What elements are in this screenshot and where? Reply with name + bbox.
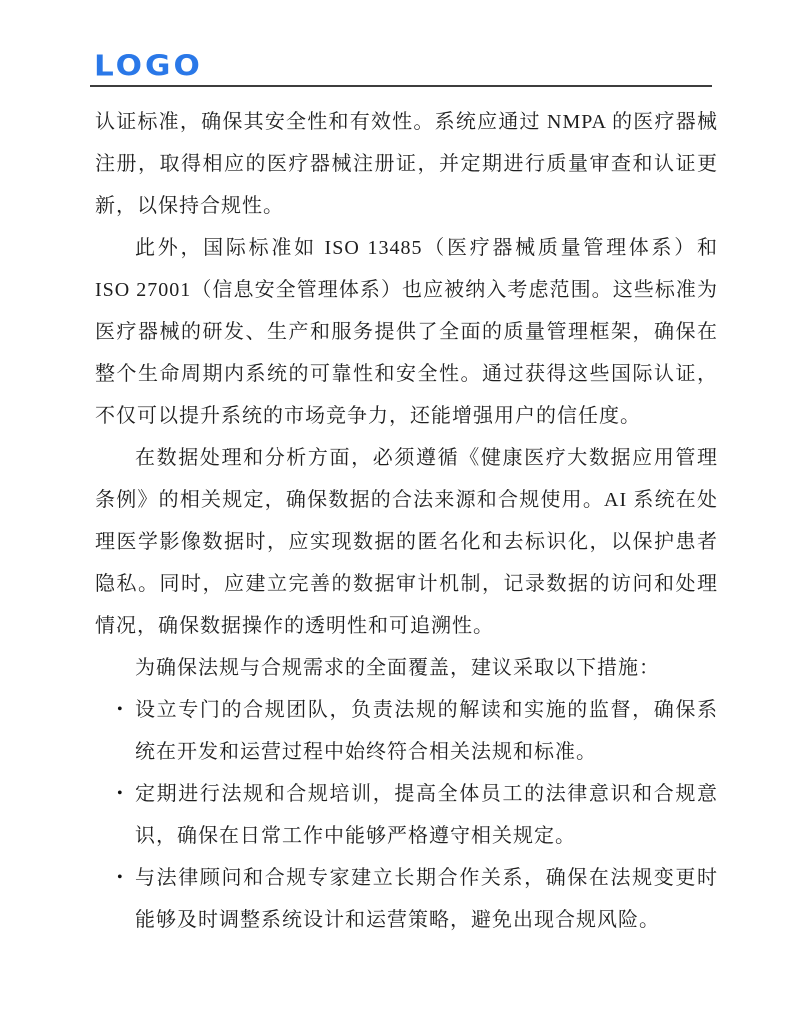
paragraph-data-processing: 在数据处理和分析方面，必须遵循《健康医疗大数据应用管理条例》的相关规定，确保数据的合法来源和合规使用。AI 系统在处理医学影像数据时，应实现数据的匿名化和去标识化，以保护患者隐私。同时，应建立完善的数据审计机制，记录数据的访问和处理情况，确保数据操作的透明性和可追溯性。 <box>95 447 718 637</box>
bullet-dot-icon: • <box>117 869 124 886</box>
bullet-item-training <box>95 773 718 857</box>
company-logo: LOGO <box>94 49 203 83</box>
bullet-dot-icon: • <box>117 701 124 718</box>
document-body <box>95 101 718 941</box>
page-header <box>90 48 712 87</box>
paragraph-measures-intro: 为确保法规与合规需求的全面覆盖，建议采取以下措施： <box>135 657 660 679</box>
bullet-item-compliance-team <box>95 689 718 773</box>
header-divider <box>90 85 712 87</box>
bullet-item-text: 与法律顾问和合规专家建立长期合作关系，确保在法规变更时能够及时调整系统设计和运营策略，避免出现合规风险。 <box>135 867 718 931</box>
bullet-dot-icon: • <box>117 785 124 802</box>
bullet-item-legal-advisors <box>95 857 718 941</box>
paragraph-certification: 认证标准，确保其安全性和有效性。系统应通过 NMPA 的医疗器械注册，取得相应的医疗器械注册证，并定期进行质量审查和认证更新，以保持合规性。 <box>95 111 718 217</box>
paragraph-international-standards: 此外，国际标准如 ISO 13485（医疗器械质量管理体系）和 ISO 27001（信息安全管理体系）也应被纳入考虑范围。这些标准为医疗器械的研发、生产和服务提供了全面的质量管理框架，确保在整个生命周期内系统的可靠性和安全性。通过获得这些国际认证，不仅可以提升系统的市场竞争力，还能增强用户的信任度。 <box>95 237 718 427</box>
bullet-item-text: 设立专门的合规团队，负责法规的解读和实施的监督，确保系统在开发和运营过程中始终符合相关法规和标准。 <box>135 699 718 763</box>
measures-bullet-list <box>95 689 718 941</box>
bullet-item-text: 定期进行法规和合规培训，提高全体员工的法律意识和合规意识，确保在日常工作中能够严格遵守相关规定。 <box>135 783 718 847</box>
